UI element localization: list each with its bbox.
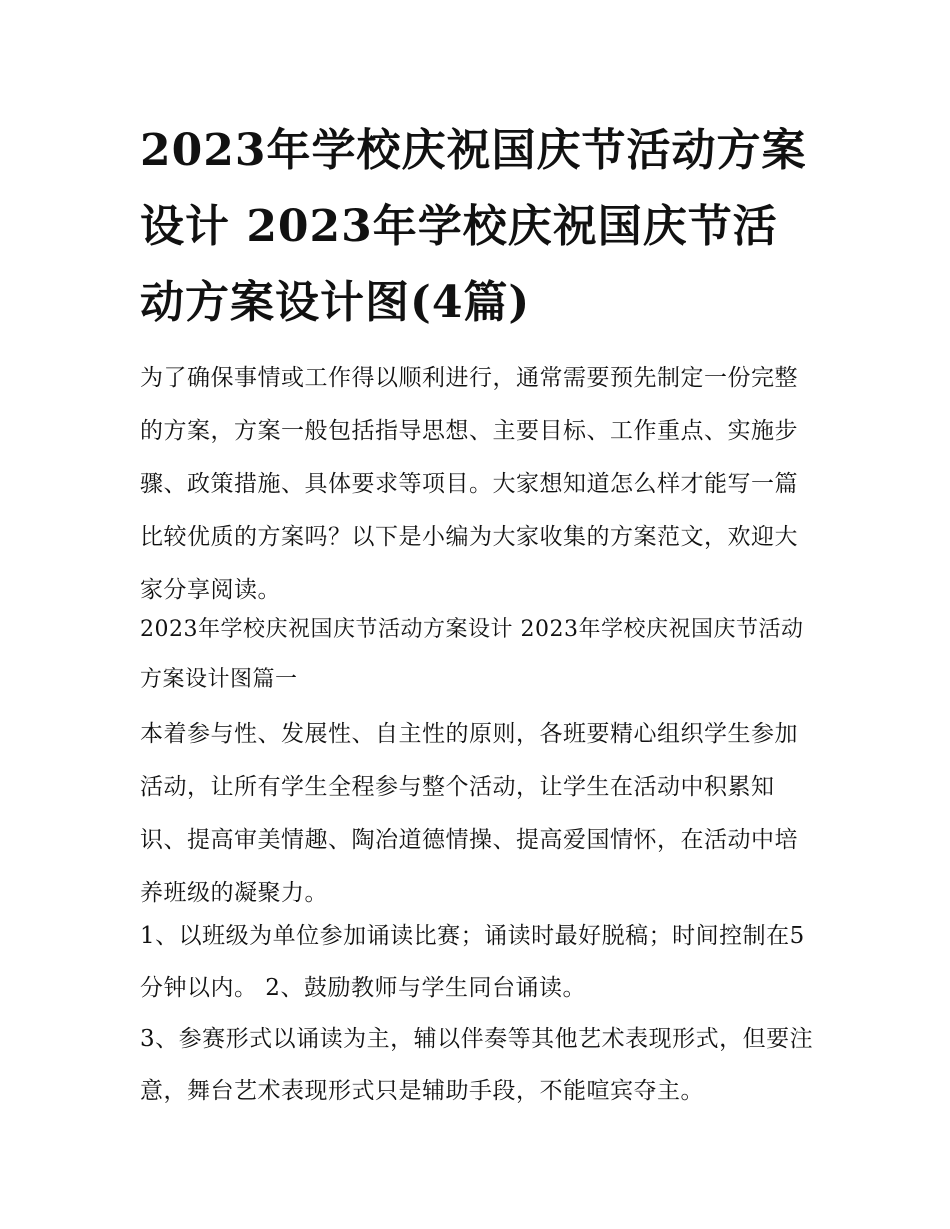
intro-paragraph: 为了确保事情或工作得以顺利进行，通常需要预先制定一份完整的方案，方案一般包括指导思想、主要目标、工作重点、实施步骤、政策措施、具体要求等项目。大家想知道怎么样才能写一篇比较优质的方案吗？以下是小编为大家收集的方案范文，欢迎大家分享阅读。 (140, 365, 798, 603)
document-title: 2023年学校庆祝国庆节活动方案设计 2023年学校庆祝国庆节活动方案设计图(4篇) (140, 125, 807, 328)
section-heading: 2023年学校庆祝国庆节活动方案设计 2023年学校庆祝国庆节活动方案设计图篇一 (140, 617, 804, 692)
body-paragraph: 本着参与性、发展性、自主性的原则，各班要精心组织学生参加活动，让所有学生全程参与整个活动，让学生在活动中积累知识、提高审美情趣、陶冶道德情操、提高爱国情怀，在活动中培养班级的凝聚力。 (140, 721, 798, 906)
list-item-3: 3、参赛形式以诵读为主，辅以伴奏等其他艺术表现形式，但要注意，舞台艺术表现形式只是辅助手段，不能喧宾夺主。 (140, 1026, 814, 1104)
list-item-1-2: 1、以班级为单位参加诵读比赛；诵读时最好脱稿；时间控制在5分钟以内。 2、鼓励教师与学生同台诵读。 (140, 923, 805, 1001)
